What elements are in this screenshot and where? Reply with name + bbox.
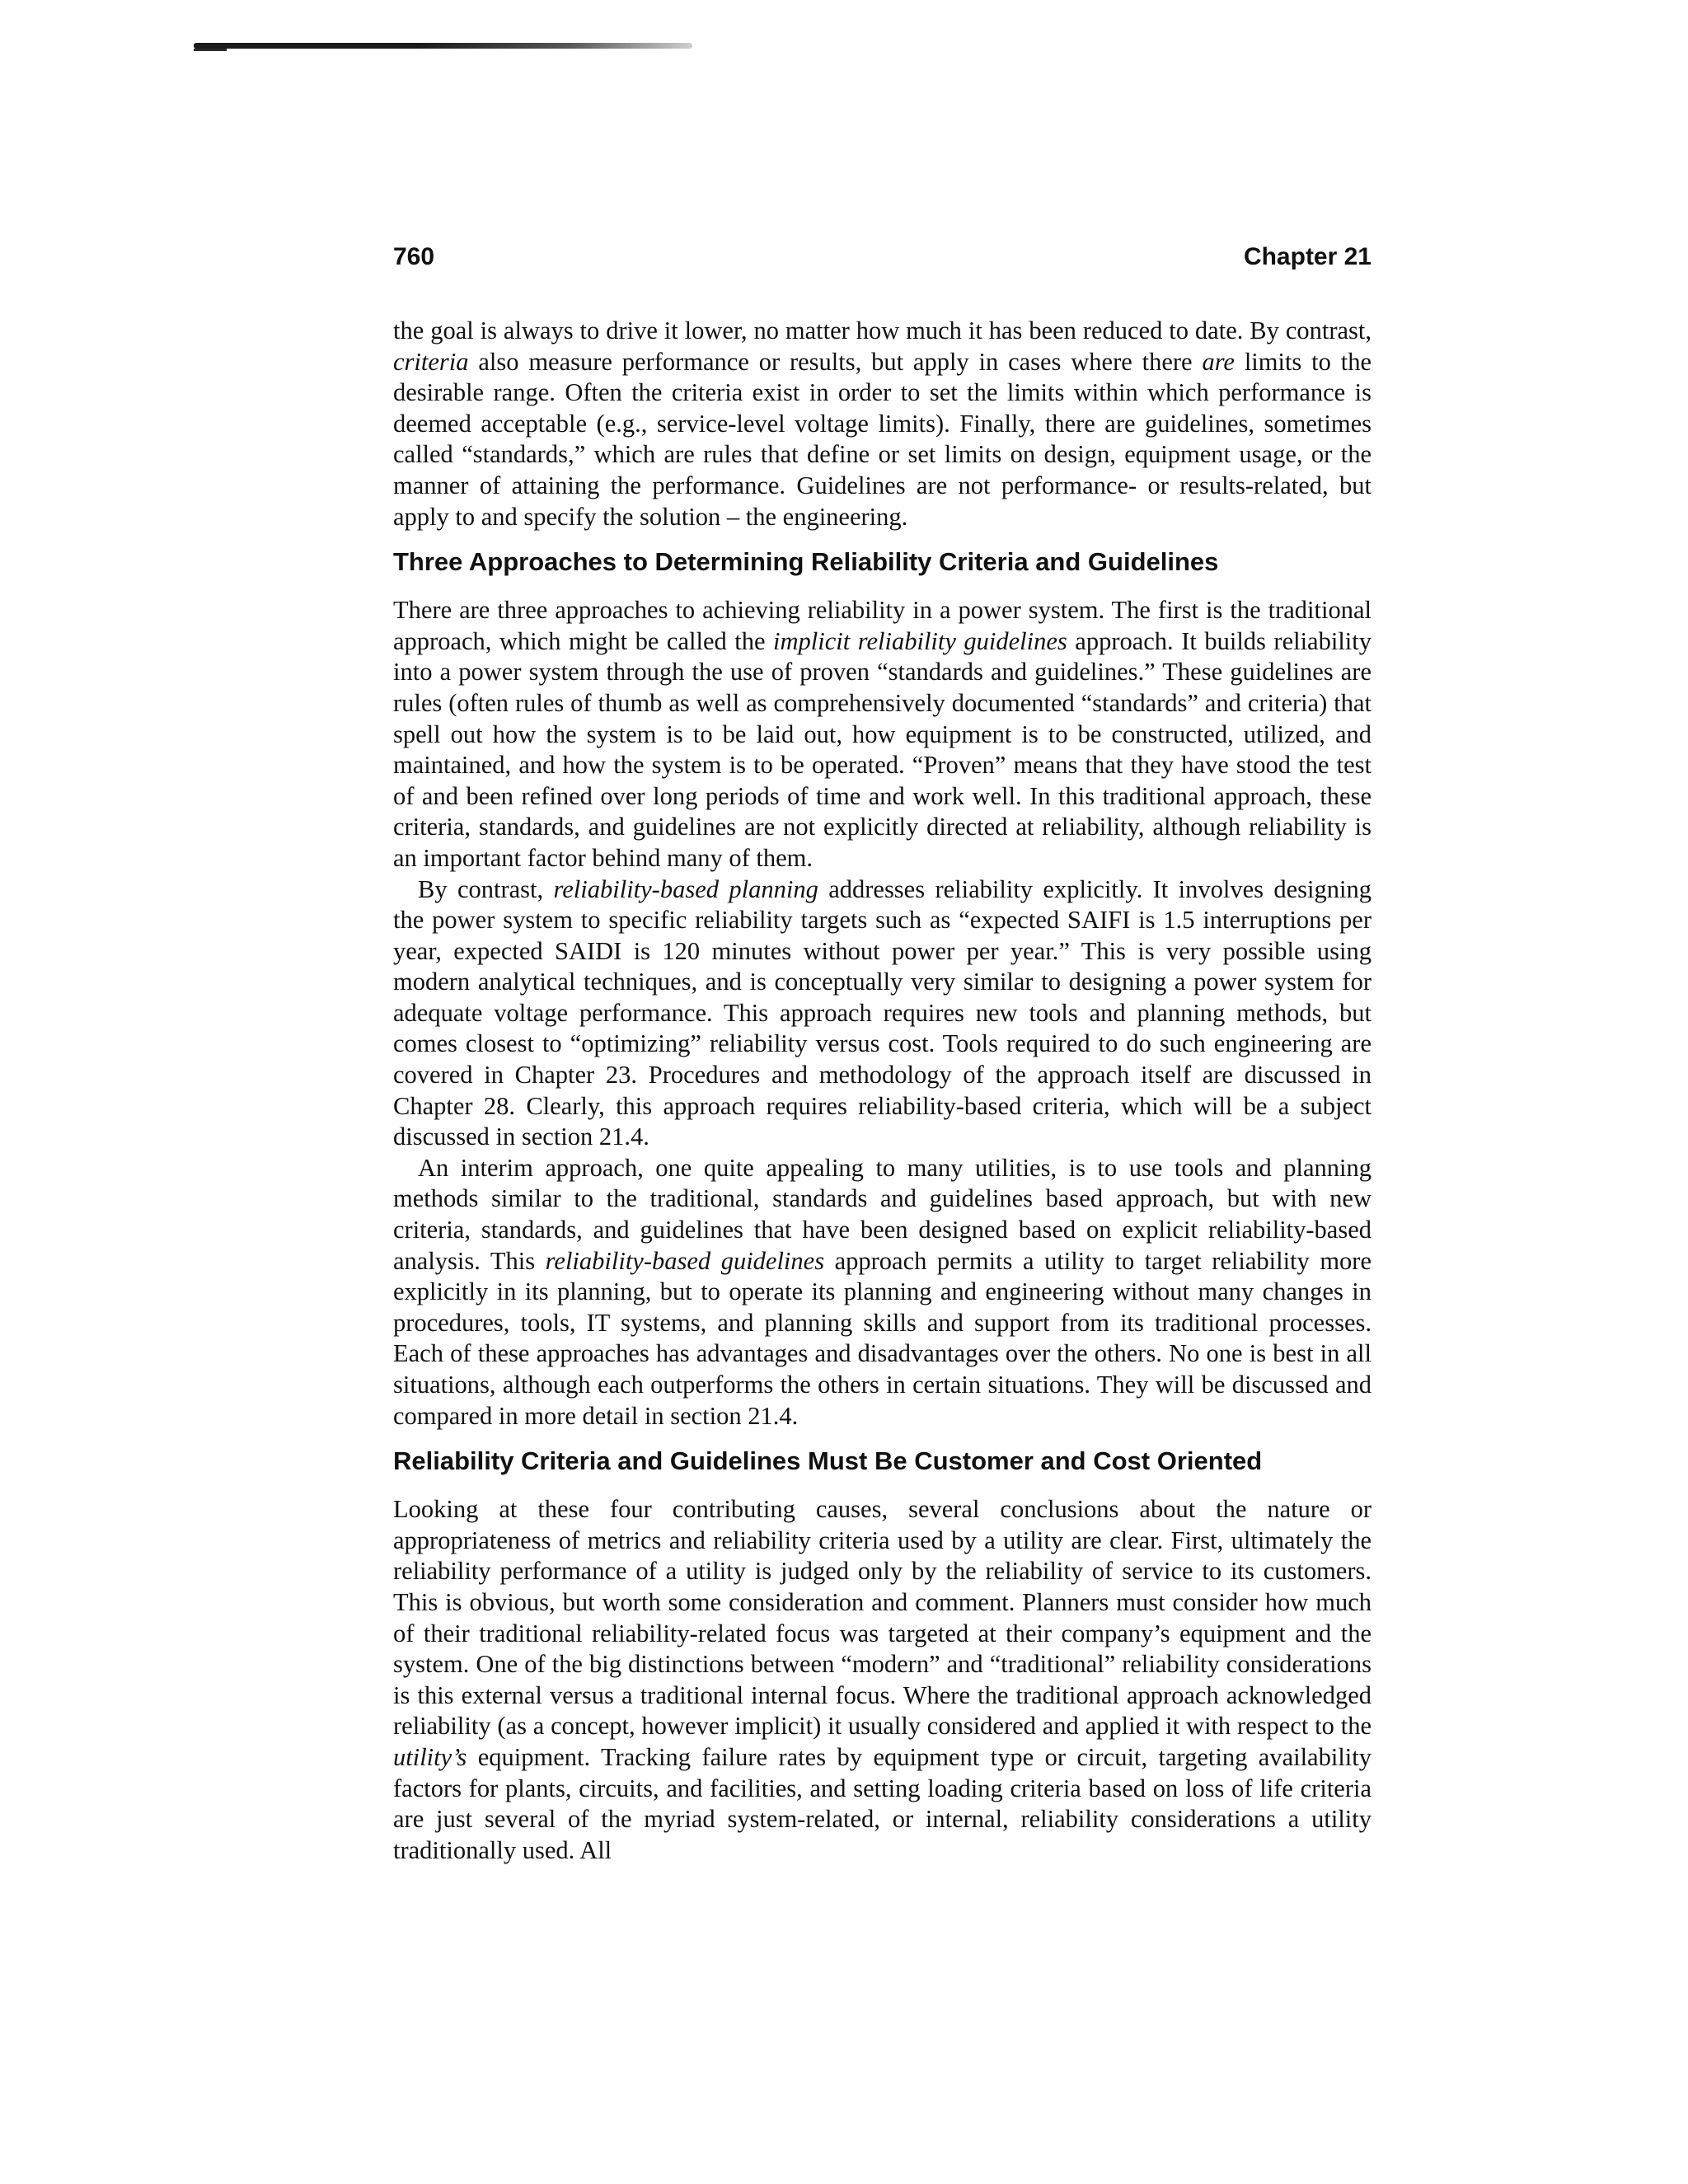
text-run: equipment. Tracking failure rates by equipment type or circuit, targeting availability factors for plants, circuits, and facilities, and setting loading criteria based on loss of life criteria are just several of the myriad system-related, or internal, reliability considerations a utility traditionally used. All	[393, 1742, 1372, 1864]
emphasis-utilitys: utility’s	[393, 1742, 467, 1771]
paragraph-4	[393, 1153, 1372, 1432]
text-run: There are three approaches to achieving reliability in a power system. The first is the traditional approach, which might be called the	[393, 596, 1372, 655]
emphasis-implicit-guidelines: implicit reliability guidelines	[773, 626, 1067, 655]
section-heading-customer-cost: Reliability Criteria and Guidelines Must Be Customer and Cost Oriented	[393, 1446, 1263, 1476]
page-body	[393, 316, 1372, 1866]
paragraph-5	[393, 1494, 1372, 1866]
paragraph-2	[393, 595, 1372, 874]
emphasis-reliability-based-planning: reliability-based planning	[553, 874, 818, 903]
page-number: 760	[393, 243, 435, 270]
scan-artifact-bar	[194, 43, 692, 49]
text-run: An interim approach, one quite appealing to many utilities, is to use tools and planning methods similar to the traditional, standards and guidelines based approach, but with new criteria, standards, and guidelines that have been designed based on explicit reliability-based analysis. This	[393, 1153, 1372, 1275]
text-run: also measure performance or results, but apply in cases where there	[468, 347, 1203, 376]
section-heading-three-approaches: Three Approaches to Determining Reliability Criteria and Guidelines	[393, 547, 1219, 577]
text-run: addresses reliability explicitly. It involves designing the power system to specific reliability targets such as “expected SAIFI is 1.5 interruptions per year, expected SAIDI is 120 minutes without power per year.” This is very possible using modern analytical techniques, and is conceptually very similar to designing a power system for adequate voltage performance. This approach requires new tools and planning methods, but comes closest to “optimizing” reliability versus cost. Tools required to do such engineering are covered in Chapter 23. Procedures and methodology of the approach itself are discussed in Chapter 28. Clearly, this approach requires reliability-based criteria, which will be a subject discussed in section 21.4.	[393, 874, 1372, 1151]
emphasis-criteria: criteria	[393, 347, 469, 376]
paragraph-3	[393, 874, 1372, 1153]
text-run: limits to the desirable range. Often the criteria exist in order to set the limits within which performance is deemed acceptable (e.g., service-level voltage limits). Finally, there are guidelines, sometimes called “standards,” which are rules that define or set limits on design, equipment usage, or the manner of attaining the performance. Guidelines are not performance- or results-related, but apply to and specify the solution – the engineering.	[393, 347, 1372, 531]
text-run: approach permits a utility to target reliability more explicitly in its planning, but to operate its planning and engineering without many changes in procedures, tools, IT systems, and planning skills and support from its traditional processes. Each of these approaches has advantages and disadvantages over the others. No one is best in all situations, although each outperforms the others in certain situations. They will be discussed and compared in more detail in section 21.4.	[393, 1246, 1372, 1430]
text-run: approach. It builds reliability into a power system through the use of proven “standards and guidelines.” These guidelines are rules (often rules of thumb as well as comprehensively documented “standards” and criteria) that spell out how the system is to be laid out, how equipment is to be constructed, utilized, and maintained, and how the system is to be operated. “Proven” means that they have stood the test of and been refined over long periods of time and work well. In this traditional approach, these criteria, standards, and guidelines are not explicitly directed at reliability, although reliability is an important factor behind many of them.	[393, 626, 1372, 872]
paragraph-1	[393, 316, 1372, 532]
text-run: By contrast,	[418, 874, 554, 903]
emphasis-reliability-based-guidelines: reliability-based guidelines	[545, 1246, 825, 1275]
text-run: the goal is always to drive it lower, no matter how much it has been reduced to date. By contrast,	[393, 316, 1372, 344]
chapter-label: Chapter 21	[1243, 243, 1372, 270]
emphasis-are: are	[1202, 347, 1235, 376]
running-header	[393, 239, 1372, 275]
text-run: Looking at these four contributing causes, several conclusions about the nature or appropriateness of metrics and reliability criteria used by a utility are clear. First, ultimately the reliability performance of a utility is judged only by the reliability of service to its customers. This is obvious, but worth some consideration and comment. Planners must consider how much of their traditional reliability-related focus was targeted at their company’s equipment and the system. One of the big distinctions between “modern” and “traditional” reliability considerations is this external versus a traditional internal focus. Where the traditional approach acknowledged reliability (as a concept, however implicit) it usually considered and applied it with respect to the	[393, 1495, 1372, 1741]
